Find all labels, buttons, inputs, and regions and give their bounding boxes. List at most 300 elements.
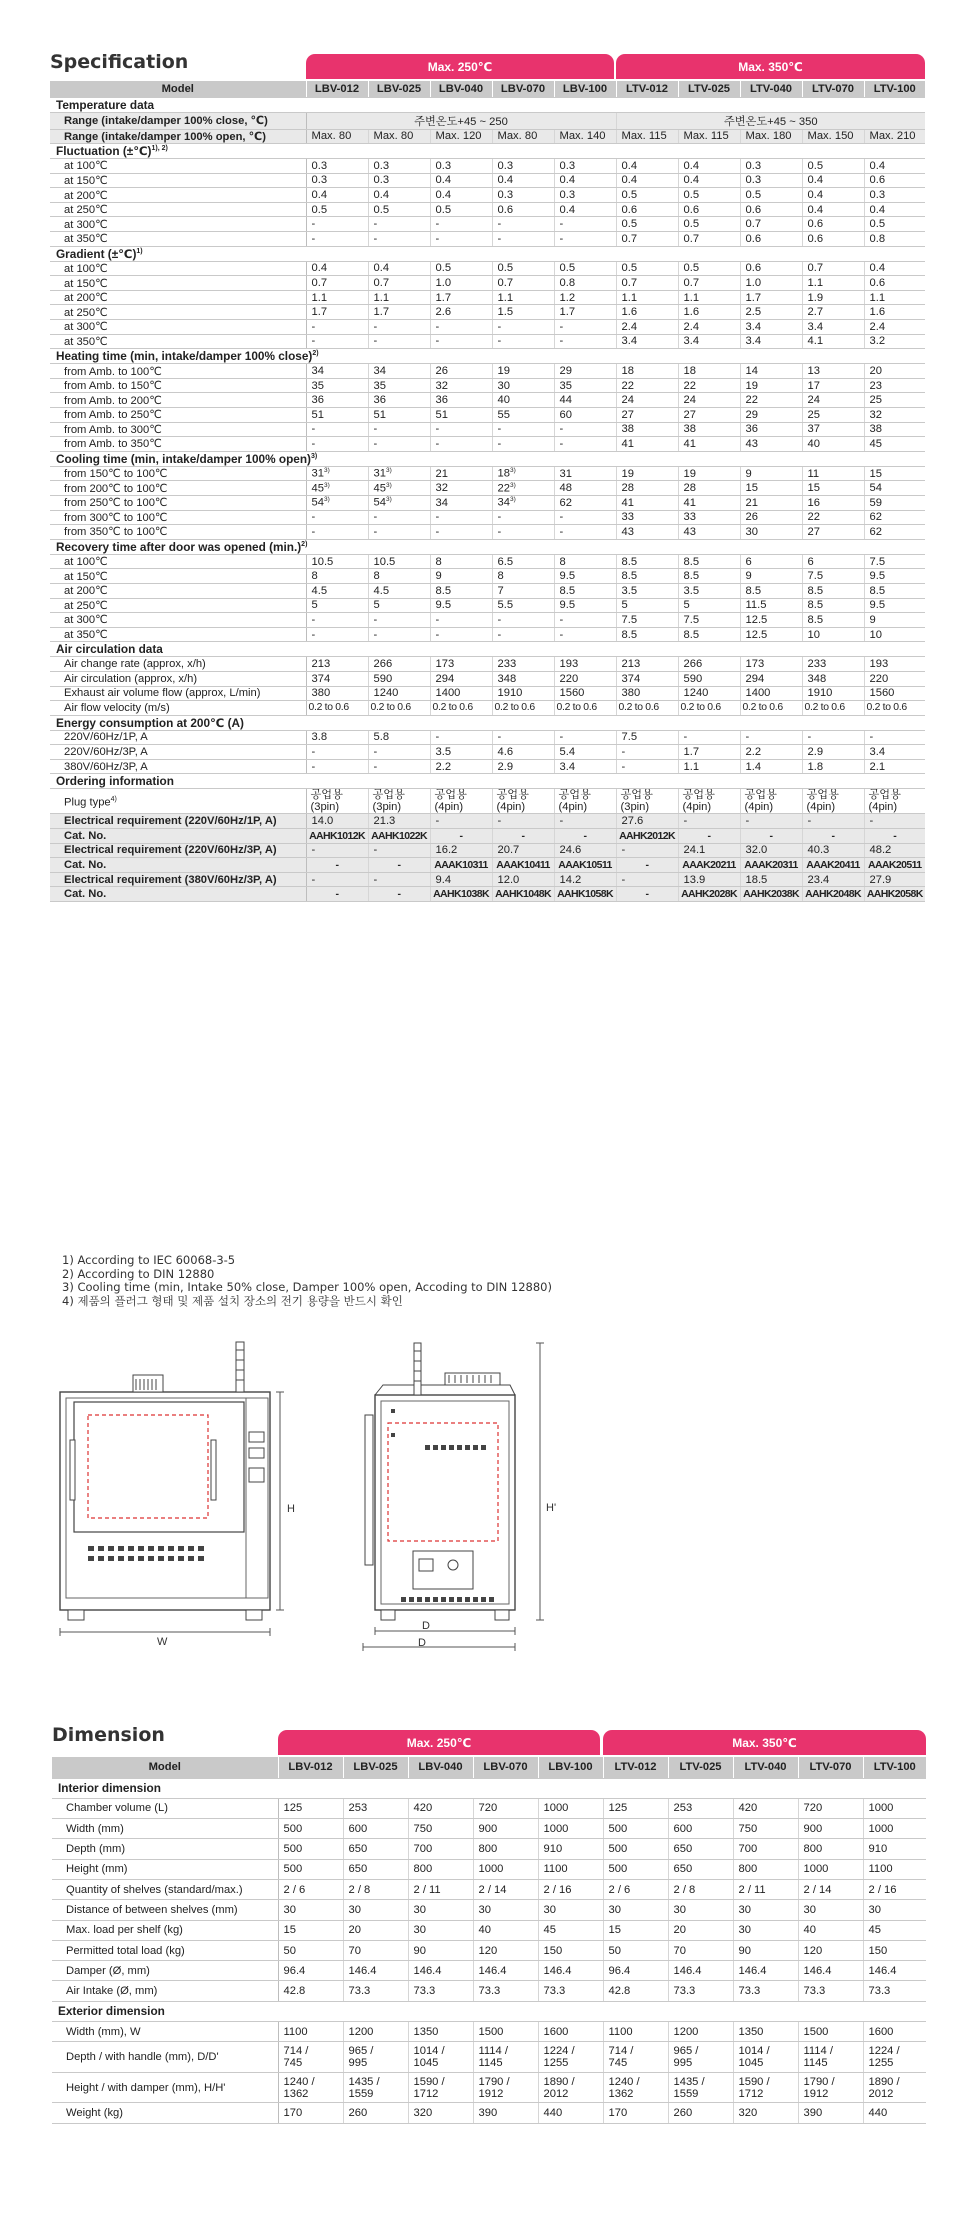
plug-cell (864, 789, 925, 814)
cell-number: - (435, 613, 440, 626)
cell-value (733, 2103, 798, 2123)
cell-number: 24 (621, 394, 634, 407)
cell-number: 40 (807, 437, 820, 450)
section-label: Cooling time (min, intake/damper 100% open) (56, 451, 311, 466)
cell-number: - (497, 335, 502, 348)
cell-value (864, 657, 925, 672)
row-label: Cat. No. (50, 829, 306, 844)
cell-number: 700 (738, 1843, 758, 1856)
data-row (50, 173, 925, 188)
cell-number: 266 (683, 658, 703, 671)
section-header (50, 144, 925, 159)
section-header-row (50, 144, 925, 159)
cell-value (678, 730, 740, 745)
row-label: at 200℃ (50, 188, 306, 203)
cell-value (740, 481, 802, 496)
plug-pins: (4pin) (868, 801, 898, 814)
cell-number: 1.7 (435, 291, 452, 304)
cell-number: 5 (373, 599, 380, 612)
cell-value (473, 1879, 538, 1899)
data-row (50, 188, 925, 203)
cell-number: - (373, 746, 378, 759)
cell-value (554, 686, 616, 701)
cell-number: 42.8 (608, 1985, 631, 1998)
cell-number: 38 (621, 423, 634, 436)
cell-number: - (435, 335, 440, 348)
data-row (52, 1920, 926, 1940)
cell-value (368, 569, 430, 584)
cell-value-top: 1240 / (283, 2075, 315, 2088)
cell-value (802, 364, 864, 379)
cell-value (306, 466, 368, 481)
cell-value (538, 1920, 603, 1940)
plug-pins: (3pin) (310, 801, 340, 814)
cell-number: 40 (478, 1924, 491, 1937)
cell-number: 320 (738, 2106, 758, 2119)
cell-value-top: 1790 / (803, 2075, 835, 2088)
cell-number: 8 (559, 555, 566, 568)
spec-band-max-350: Max. 350℃ (616, 54, 925, 79)
cell-number: - (311, 232, 316, 245)
cell-number: 348 (807, 672, 827, 685)
cell-number: 1000 (543, 1802, 569, 1815)
cell-value (306, 261, 368, 276)
cell-value: Max. 210 (864, 129, 925, 144)
cell-value (616, 481, 678, 496)
cell-number: 8.5 (621, 555, 638, 568)
footnote: 2) According to DIN 12880 (62, 1266, 215, 1281)
cell-number: 9.5 (559, 599, 576, 612)
section-header-row (50, 774, 925, 789)
cell-number: 33 (621, 511, 634, 524)
cell-number: 11.5 (745, 599, 767, 612)
cell-number: 146.4 (673, 1964, 702, 1977)
cell-value (678, 320, 740, 335)
row-label: Height (mm) (52, 1859, 278, 1879)
cell-number: 0.5 (683, 218, 700, 231)
cell-value-bottom: 745 (608, 2057, 628, 2070)
cell-value (740, 261, 802, 276)
cell-value-top: 1114 / (478, 2045, 508, 2058)
cell-number: 0.6 (745, 262, 762, 275)
cell-number: 30 (738, 1903, 751, 1916)
cell-value: AAHK2028K (678, 887, 740, 902)
model-header-ltv-100: LTV-100 (863, 1757, 926, 1778)
cell-value (616, 583, 678, 598)
plug-kind: 공업용 (868, 789, 901, 802)
cell-value (430, 510, 492, 525)
cell-value-bottom: 1712 (413, 2087, 439, 2100)
cell-value (538, 2022, 603, 2042)
cell-value (430, 759, 492, 774)
cell-value (430, 613, 492, 628)
cell-value (368, 510, 430, 525)
cell-value (733, 1961, 798, 1981)
cell-number: 14 (745, 365, 758, 378)
cell-value (554, 290, 616, 305)
cell-number: 32 (869, 408, 882, 421)
section-label: Ordering information (56, 774, 174, 789)
data-row (52, 2103, 926, 2123)
cell-value (678, 466, 740, 481)
cell-value (473, 2072, 538, 2102)
cell-value (343, 1961, 408, 1981)
section-header (50, 451, 925, 466)
cell-value: AAHK1022K (368, 829, 430, 844)
cell-value (678, 159, 740, 174)
cell-number: 0.4 (621, 174, 638, 187)
row-label: at 200℃ (50, 583, 306, 598)
cell-number: 0.7 (683, 232, 700, 245)
cell-value (616, 759, 678, 774)
cell-number: 380 (621, 687, 641, 700)
cell-value (430, 232, 492, 247)
model-header-lbv-025: LBV-025 (343, 1757, 408, 1778)
cell-value (408, 1920, 473, 1940)
side-view-drawing (335, 1335, 565, 1655)
data-row (52, 1900, 926, 1920)
cell-value (430, 437, 492, 452)
cell-number: 7.5 (807, 570, 824, 583)
cell-value-top: 714 / (283, 2045, 309, 2058)
cell-value (408, 2042, 473, 2072)
cell-number: 0.4 (807, 203, 824, 216)
cell-number: 170 (608, 2106, 628, 2119)
cell-number: 27 (807, 525, 820, 538)
cell-value (492, 745, 554, 760)
cell-number: 36 (745, 423, 758, 436)
cell-value (740, 598, 802, 613)
plug-pins: (4pin) (806, 801, 836, 814)
cell-number: 0.3 (559, 159, 576, 172)
data-row (50, 261, 925, 276)
cell-value: Max. 115 (678, 129, 740, 144)
cell-value (492, 217, 554, 232)
cell-value (278, 2042, 343, 2072)
cell-value (538, 1940, 603, 1960)
depth-label-d-handle: D (418, 1637, 426, 1649)
cell-number: - (559, 218, 564, 231)
cell-number: 2 / 16 (543, 1883, 572, 1896)
cell-number: 11 (807, 467, 820, 480)
cell-value (554, 627, 616, 642)
cell-value (863, 1900, 926, 1920)
cell-value: - (368, 887, 430, 902)
cell-number: 720 (803, 1802, 823, 1815)
cell-value (492, 671, 554, 686)
row-label: from Amb. to 350℃ (50, 437, 306, 452)
cell-number: 590 (683, 672, 703, 685)
model-header-lbv-012: LBV-012 (306, 81, 368, 97)
cell-value (368, 466, 430, 481)
model-header-row (50, 81, 925, 97)
cell-value (616, 598, 678, 613)
cell-number: 1.6 (869, 306, 886, 319)
data-row (50, 569, 925, 584)
cell-number: 31 (373, 467, 386, 480)
cell-value (603, 2022, 668, 2042)
cell-number: 45 (869, 437, 882, 450)
cell-value (492, 232, 554, 247)
cell-number: 26 (435, 365, 448, 378)
plug-cell (492, 789, 554, 814)
cell-value (343, 2103, 408, 2123)
cell-value (368, 481, 430, 496)
cell-number: 0.5 (621, 262, 638, 275)
cell-number: 30 (738, 1924, 751, 1937)
cell-number: - (559, 731, 564, 744)
cell-value (368, 495, 430, 510)
cell-number: 18 (621, 365, 634, 378)
cell-number: 0.8 (869, 232, 886, 245)
cell-number: 30 (673, 1903, 686, 1916)
cell-value (492, 701, 554, 716)
cell-number: - (373, 423, 378, 436)
cell-number: 0.3 (745, 159, 762, 172)
cell-number: 0.7 (497, 277, 514, 290)
cell-value (616, 261, 678, 276)
cell-number: 15 (283, 1924, 296, 1937)
cell-value (306, 759, 368, 774)
cell-value: - (678, 814, 740, 829)
cell-value (368, 627, 430, 642)
cell-number: 40 (497, 394, 510, 407)
cell-number: - (373, 628, 378, 641)
cell-number: 30 (745, 525, 758, 538)
cell-number: 73.3 (738, 1985, 761, 1998)
cell-value (740, 305, 802, 320)
cell-value (492, 481, 554, 496)
row-label: at 150℃ (50, 276, 306, 291)
cell-value (864, 305, 925, 320)
cell-number: - (559, 511, 564, 524)
footnote-ref: 3) (509, 467, 516, 475)
row-label: Electrical requirement (220V/60Hz/3P, A) (50, 843, 306, 858)
cell-value (740, 671, 802, 686)
cell-value (538, 1839, 603, 1859)
section-header (50, 774, 925, 789)
cell-number: 0.4 (559, 174, 576, 187)
cell-value: 14.0 (306, 814, 368, 829)
cell-value (492, 173, 554, 188)
cell-value (278, 1798, 343, 1818)
cell-value: 13.9 (678, 872, 740, 887)
cell-value-top: 965 / (673, 2045, 699, 2058)
cell-number: 2 / 6 (608, 1883, 631, 1896)
cell-number: 0.4 (869, 262, 886, 275)
section-label: Heating time (min, intake/damper 100% close) (56, 349, 313, 364)
cell-value: - (492, 814, 554, 829)
cell-value (798, 1940, 863, 1960)
model-header-ltv-070: LTV-070 (798, 1757, 863, 1778)
cell-value (368, 202, 430, 217)
cell-number: 34 (311, 365, 324, 378)
cell-value: AAHK1048K (492, 887, 554, 902)
cell-number: 1910 (497, 687, 523, 700)
cell-number: 374 (311, 672, 331, 685)
cell-number: 146.4 (478, 1964, 507, 1977)
plug-cell (678, 789, 740, 814)
data-row (50, 232, 925, 247)
cell-number: 125 (608, 1802, 628, 1815)
cell-number: 50 (608, 1944, 621, 1957)
cell-value (368, 408, 430, 423)
cell-value (678, 759, 740, 774)
cell-value-bottom: 1145 (478, 2057, 503, 2070)
range-span-250: 주변온도+45 ~ 250 (306, 112, 616, 129)
cell-value-bottom: 1559 (348, 2087, 374, 2100)
cell-number: 2 / 8 (348, 1883, 371, 1896)
section-label: Gradient (±℃) (56, 246, 137, 261)
cell-value (798, 1879, 863, 1899)
data-row (50, 657, 925, 672)
cell-value (616, 613, 678, 628)
cell-number: 3.4 (745, 320, 762, 333)
cell-value (306, 481, 368, 496)
data-row (50, 159, 925, 174)
row-label: at 350℃ (50, 232, 306, 247)
cell-number: 22 (807, 511, 820, 524)
cell-value (278, 2022, 343, 2042)
height-label-h-prime: H' (546, 1502, 557, 1514)
footnote-ref: 3) (385, 481, 392, 489)
cell-number: 73.3 (803, 1985, 826, 1998)
cell-number: 1400 (745, 687, 771, 700)
model-header-lbv-100: LBV-100 (554, 81, 616, 97)
cell-number: 3.2 (869, 335, 886, 348)
spec-title: Specification (50, 51, 189, 73)
cell-number: 120 (478, 1944, 498, 1957)
cell-number: 62 (869, 525, 882, 538)
cell-number: 0.2 to 0.6 (494, 702, 535, 714)
cell-number: 8 (435, 555, 442, 568)
cell-number: 2 / 6 (283, 1883, 306, 1896)
cell-value (678, 261, 740, 276)
cell-number: 213 (621, 658, 641, 671)
cell-number: 0.6 (621, 203, 638, 216)
cell-number: 233 (497, 658, 517, 671)
cell-value (616, 290, 678, 305)
cell-value (733, 1819, 798, 1839)
cell-value (408, 1798, 473, 1818)
cell-number: - (311, 613, 316, 626)
cell-value (616, 408, 678, 423)
cell-value-top: 714 / (608, 2045, 634, 2058)
plug-pins: (3pin) (620, 801, 650, 814)
cell-value (554, 202, 616, 217)
cell-value (430, 554, 492, 569)
cell-value: - (430, 814, 492, 829)
data-row (50, 437, 925, 452)
cell-value-bottom: 1255 (543, 2057, 569, 2070)
cell-number: 1.7 (683, 746, 700, 759)
cell-number: 600 (348, 1822, 368, 1835)
cell-value (603, 1859, 668, 1879)
cell-number: 1200 (673, 2025, 699, 2038)
cell-number: 390 (803, 2106, 823, 2119)
cell-value (678, 583, 740, 598)
cell-value (538, 1819, 603, 1839)
cell-value (492, 261, 554, 276)
section-header-row (50, 451, 925, 466)
section-label: Temperature data (56, 97, 155, 112)
cell-value: - (306, 887, 368, 902)
row-label: Permitted total load (kg) (52, 1940, 278, 1960)
cell-number: 1240 (373, 687, 399, 700)
cell-number: 31 (311, 467, 324, 480)
cell-value: - (368, 872, 430, 887)
cell-number: 8.5 (807, 613, 824, 626)
cell-number: 1.1 (497, 291, 514, 304)
cell-value (430, 730, 492, 745)
cell-value: AAAK10411 (492, 858, 554, 873)
row-label: Air Intake (Ø, mm) (52, 1981, 278, 2001)
data-row (50, 510, 925, 525)
cell-value (864, 320, 925, 335)
cell-number: 2.4 (621, 320, 638, 333)
cell-value (616, 320, 678, 335)
section-header-row (50, 349, 925, 364)
cell-number: 34 (497, 497, 510, 510)
cell-number: 45 (311, 482, 324, 495)
cell-value (740, 701, 802, 716)
cell-value (306, 408, 368, 423)
cell-number: 900 (478, 1822, 498, 1835)
cell-value: 27.9 (864, 872, 925, 887)
cell-value (740, 378, 802, 393)
row-label: Distance of between shelves (mm) (52, 1900, 278, 1920)
cell-value-bottom: 1712 (738, 2087, 764, 2100)
cell-number: 8 (311, 570, 318, 583)
cell-value: 21.3 (368, 814, 430, 829)
cell-value (616, 422, 678, 437)
cell-value (603, 2072, 668, 2102)
cell-number: 0.6 (869, 174, 886, 187)
cell-value (863, 1961, 926, 1981)
cell-value-top: 1014 / (413, 2045, 445, 2058)
cell-value (802, 261, 864, 276)
row-label: from Amb. to 150℃ (50, 378, 306, 393)
cell-value (343, 1798, 408, 1818)
cell-value (430, 334, 492, 349)
cell-value (864, 583, 925, 598)
cell-number: 0.3 (435, 159, 452, 172)
cell-value (492, 657, 554, 672)
cell-value (616, 671, 678, 686)
cell-value: AAHK1012K (306, 829, 368, 844)
data-row (52, 1839, 926, 1859)
row-label: Electrical requirement (220V/60Hz/1P, A) (50, 814, 306, 829)
row-label: at 200℃ (50, 290, 306, 305)
footnote-ref: 2) (312, 350, 319, 358)
cell-value (306, 613, 368, 628)
cell-value (603, 1981, 668, 2001)
cell-number: - (311, 760, 316, 773)
cell-value (802, 393, 864, 408)
cell-value: 40.3 (802, 843, 864, 858)
cell-number: 0.5 (683, 262, 700, 275)
cell-number: 380 (311, 687, 331, 700)
cell-value (430, 290, 492, 305)
cell-number: 0.4 (869, 203, 886, 216)
cell-value (306, 686, 368, 701)
row-label: Width (mm), W (52, 2022, 278, 2042)
section-header (50, 97, 925, 112)
cell-number: 1100 (608, 2025, 633, 2038)
cell-value: - (554, 829, 616, 844)
section-header-row (50, 642, 925, 657)
cell-number: 0.5 (373, 203, 390, 216)
